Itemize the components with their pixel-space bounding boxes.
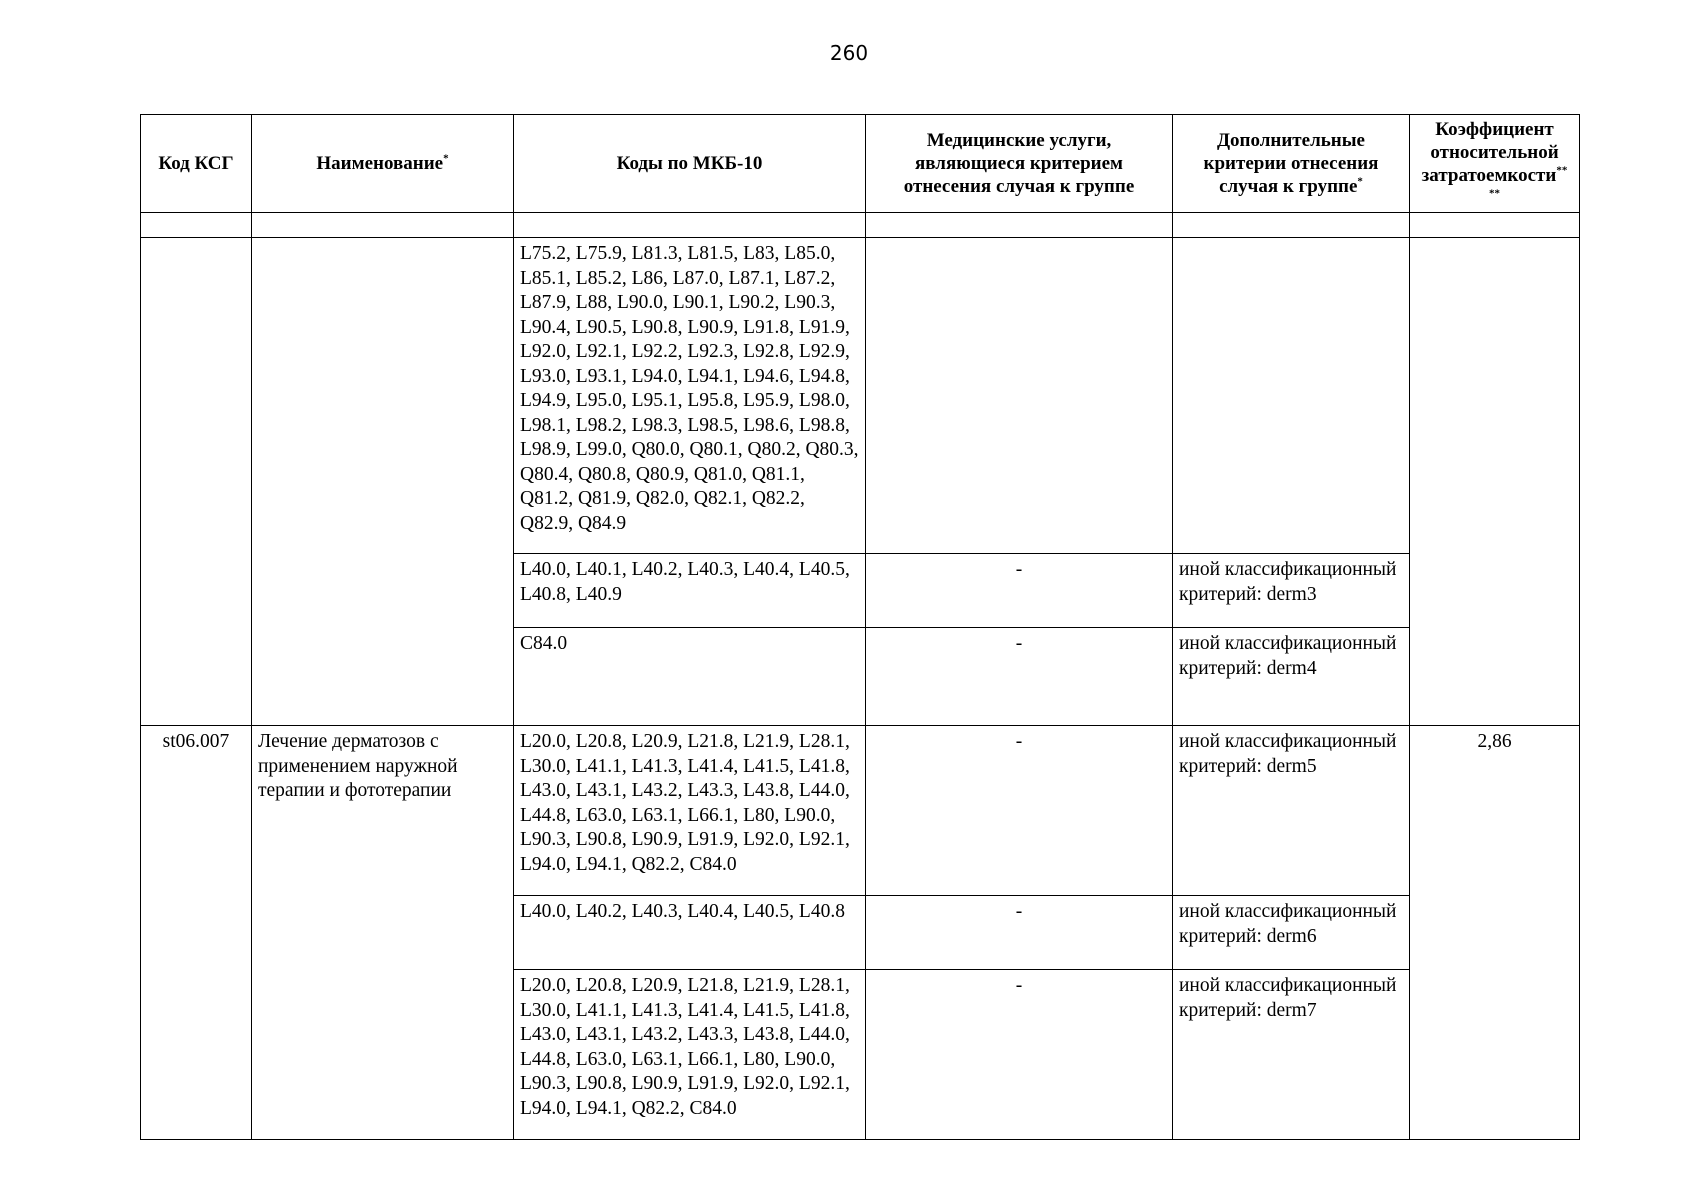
header-code: Код КСГ [141, 115, 252, 213]
footnote-mark: * [1357, 175, 1363, 188]
header-row [141, 115, 1580, 213]
spacer-row [141, 213, 1580, 238]
services-cell: - [866, 628, 1173, 726]
footnote-mark: ** [1556, 164, 1568, 177]
header-name: Наименование* [252, 115, 514, 213]
header-icd-codes: Коды по МКБ-10 [514, 115, 866, 213]
criteria-cell: иной классификационный критерий: derm6 [1173, 896, 1410, 970]
header-services: Медицинские услуги, являющиеся критерием отнесения случая к группе [866, 115, 1173, 213]
criteria-cell: иной классификационный критерий: derm5 [1173, 726, 1410, 896]
icd-codes-cell: L40.0, L40.1, L40.2, L40.3, L40.4, L40.5, L40.8, L40.9 [514, 554, 866, 628]
criteria-cell: иной классификационный критерий: derm3 [1173, 554, 1410, 628]
icd-codes-cell: L75.2, L75.9, L81.3, L81.5, L83, L85.0, L85.1, L85.2, L86, L87.0, L87.1, L87.2, L87.9, L88, L90.0, L90.1, L90.2, L90.3, L90.4, L90.5, L90.8, L90.9, L91.8, L91.9, L92.0, L92.1, L92.2, L92.3, L92.8, L92.9, L93.0, L93.1, L94.0, L94.1, L94.6, L94.8, L94.9, L95.0, L95.1, L95.8, L95.9, L98.0, L98.1, L98.2, L98.3, L98.5, L98.6, L98.8, L98.9, L99.0, Q80.0, Q80.1, Q80.2, Q80.3, Q80.4, Q80.8, Q80.9, Q81.0, Q81.1, Q81.2, Q81.9, Q82.0, Q82.1, Q82.2, Q82.9, Q84.9 [514, 238, 866, 554]
icd-codes-cell: C84.0 [514, 628, 866, 726]
criteria-cell: иной классификационный критерий: derm7 [1173, 970, 1410, 1140]
ksg-table [140, 114, 1580, 1140]
icd-codes-cell: L20.0, L20.8, L20.9, L21.8, L21.9, L28.1, L30.0, L41.1, L41.3, L41.4, L41.5, L41.8, L43.0, L43.1, L43.2, L43.3, L43.8, L44.0, L44.8, L63.0, L63.1, L66.1, L80, L90.0, L90.3, L90.8, L90.9, L91.9, L92.0, L92.1, L94.0, L94.1, Q82.2, C84.0 [514, 726, 866, 896]
footnote-mark: * [443, 152, 449, 165]
services-cell: - [866, 896, 1173, 970]
criteria-cell: иной классификационный критерий: derm4 [1173, 628, 1410, 726]
header-coefficient: Коэффициент относительной затратоемкости** ** [1410, 115, 1580, 213]
table-row [141, 238, 1580, 554]
criteria-cell [1173, 238, 1410, 554]
coefficient-cell: 2,86 [1410, 726, 1580, 1140]
ksg-code-cell [141, 238, 252, 726]
services-cell: - [866, 554, 1173, 628]
services-cell [866, 238, 1173, 554]
ksg-code-cell: st06.007 [141, 726, 252, 1140]
services-cell: - [866, 970, 1173, 1140]
page-number: 260 [829, 41, 869, 65]
services-cell: - [866, 726, 1173, 896]
icd-codes-cell: L40.0, L40.2, L40.3, L40.4, L40.5, L40.8 [514, 896, 866, 970]
table-row [141, 726, 1580, 896]
ksg-name-cell [252, 238, 514, 726]
header-criteria: Дополнительные критерии отнесения случая к группе* [1173, 115, 1410, 213]
ksg-name-cell: Лечение дерматозов с применением наружной терапии и фототерапии [252, 726, 514, 1140]
footnote-mark: ** [1489, 187, 1500, 200]
coefficient-cell [1410, 238, 1580, 726]
icd-codes-cell: L20.0, L20.8, L20.9, L21.8, L21.9, L28.1, L30.0, L41.1, L41.3, L41.4, L41.5, L41.8, L43.0, L43.1, L43.2, L43.3, L43.8, L44.0, L44.8, L63.0, L63.1, L66.1, L80, L90.0, L90.3, L90.8, L90.9, L91.9, L92.0, L92.1, L94.0, L94.1, Q82.2, C84.0 [514, 970, 866, 1140]
